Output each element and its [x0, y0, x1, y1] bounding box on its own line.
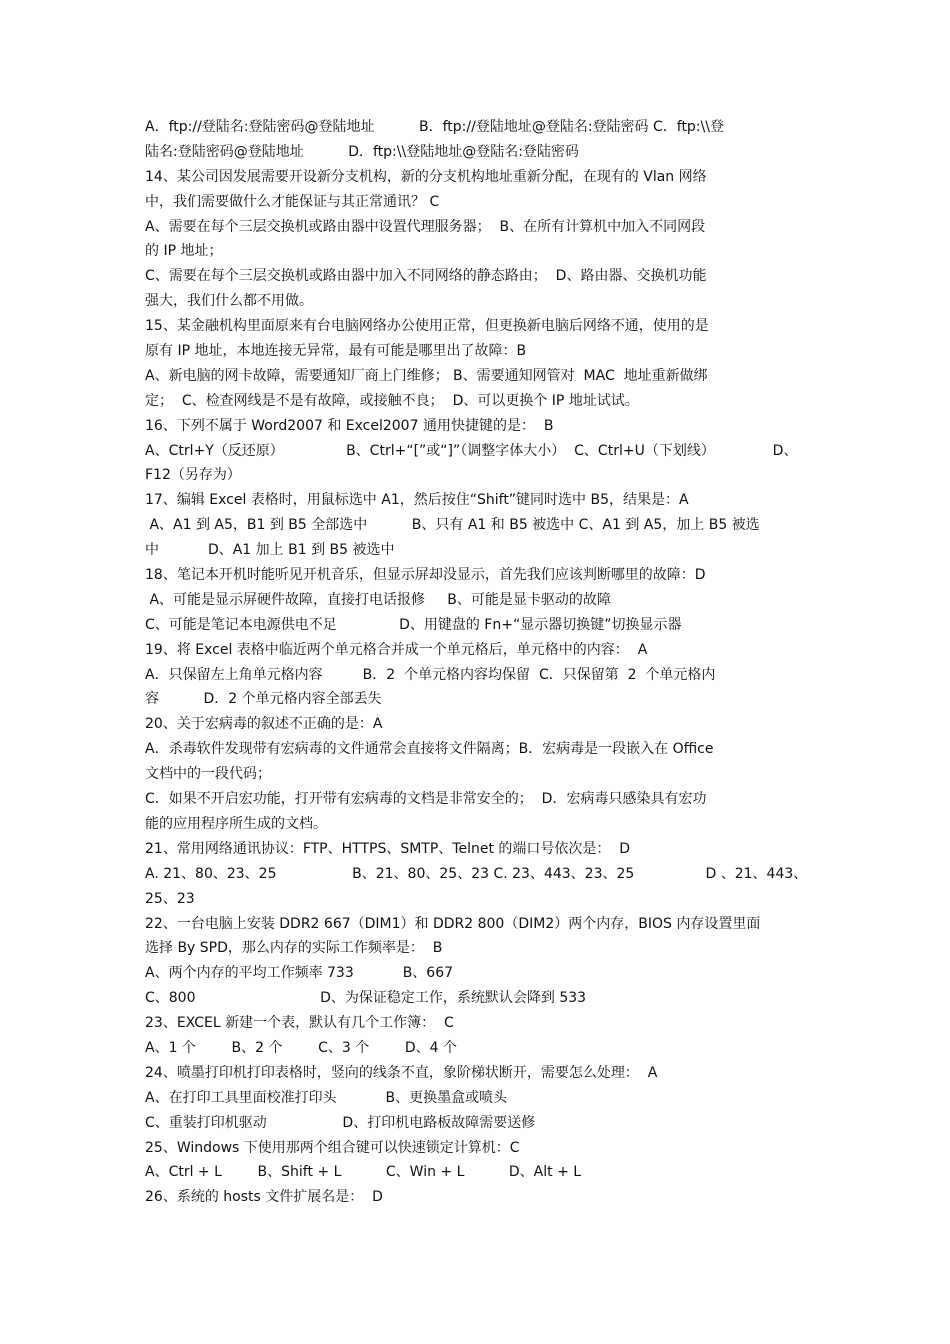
text-line: 中，我们需要做什么才能保证与其正常通讯？ C [145, 193, 440, 210]
text-line: 19、将 Excel 表格中临近两个单元格合并成一个单元格后，单元格中的内容： A [145, 641, 648, 658]
text-line: 强大，我们什么都不用做。 [145, 293, 313, 310]
text-line: 15、某金融机构里面原来有台电脑网络办公使用正常，但更换新电脑后网络不通，使用的是 [145, 318, 709, 335]
text-line: 25、Windows 下使用那两个组合键可以快速锁定计算机：C [145, 1139, 520, 1156]
text-line: 选择 By SPD，那么内存的实际工作频率是： B [145, 940, 443, 957]
text-line: 14、某公司因发展需要开设新分支机构，新的分支机构地址重新分配，在现有的 Vlan 网络 [145, 168, 707, 185]
text-line: 18、笔记本开机时能听见开机音乐，但显示屏却没显示，首先我们应该判断哪里的故障：D [145, 567, 706, 584]
text-line: 的 IP 地址； [145, 243, 223, 260]
text-line: A、Ctrl + L B、Shift + L C、Win + L D、Alt + L [145, 1164, 582, 1181]
text-line: 原有 IP 地址，本地连接无异常，最有可能是哪里出了故障：B [145, 343, 527, 360]
text-line: 20、关于宏病毒的叙述不正确的是：A [145, 716, 383, 733]
text-line: 22、一台电脑上安装 DDR2 667（DIM1）和 DDR2 800（DIM2）两个内存，BIOS 内存设置里面 [145, 915, 761, 932]
text-line: A、需要在每个三层交换机或路由器中设置代理服务器； B、在所有计算机中加入不同网段 [145, 218, 706, 235]
text-line: 26、系统的 hosts 文件扩展名是： D [145, 1189, 383, 1206]
text-line: A．杀毒软件发现带有宏病毒的文件通常会直接将文件隔离；B．宏病毒是一段嵌入在 Office [145, 741, 714, 758]
text-line: F12（另存为） [145, 467, 241, 484]
text-line: A、在打印工具里面校准打印头 B、更换墨盒或喷头 [145, 1089, 508, 1106]
text-line: A．只保留左上角单元格内容 B．2 个单元格内容均保留 C．只保留第 2 个单元格内 [145, 666, 716, 683]
text-line: A、可能是显示屏硬件故障，直接打电话报修 B、可能是显卡驱动的故障 [145, 591, 611, 608]
text-line: C．如果不开启宏功能，打开带有宏病毒的文档是非常安全的； D．宏病毒只感染具有宏功 [145, 791, 707, 808]
text-line: A．ftp://登陆名:登陆密码@登陆地址 B．ftp://登陆地址@登陆名:登陆密码 C．ftp:\\登 [145, 119, 724, 135]
text-line: A、1 个 B、2 个 C、3 个 D、4 个 [145, 1039, 457, 1056]
text-line: 17、编辑 Excel 表格时，用鼠标选中 A1，然后按住“Shift”键同时选中 B5，结果是：A [145, 492, 689, 509]
text-line: 文档中的一段代码； [145, 766, 271, 783]
text-line: A. 21、80、23、25 B、21、80、25、23 C. 23、443、23、25 D 、21、443、 [145, 865, 808, 882]
text-line: 定； C、检查网线是不是有故障，或接触不良； D、可以更换个 IP 地址试试。 [145, 392, 639, 409]
text-line: A、Ctrl+Y（反还原） B、Ctrl+“[”或“]”（调整字体大小） C、Ctrl+U（下划线） D、 [145, 442, 798, 459]
text-line: 24、喷墨打印机打印表格时，竖向的线条不直，象阶梯状断开，需要怎么处理： A [145, 1064, 658, 1081]
text-line: C、重装打印机驱动 D、打印机电路板故障需要送修 [145, 1114, 536, 1131]
text-line: C、需要在每个三层交换机或路由器中加入不同网络的静态路由； D、路由器、交换机功能 [145, 268, 707, 285]
text-line: 陆名:登陆密码@登陆地址 D．ftp:\\登陆地址@登陆名:登陆密码 [145, 143, 579, 160]
text-line: 容 D．2 个单元格内容全部丢失 [145, 691, 382, 708]
text-line: A、A1 到 A5，B1 到 B5 全部选中 B、只有 A1 和 B5 被选中 C、A1 到 A5，加上 B5 被选 [145, 517, 760, 534]
text-line: 25、23 [145, 890, 195, 907]
text-line: A、新电脑的网卡故障，需要通知厂商上门维修； B、需要通知网管对 MAC 地址重新做绑 [145, 367, 708, 384]
text-line: 21、常用网络通讯协议：FTP、HTTPS、SMTP、Telnet 的端口号依次是： D [145, 840, 631, 857]
document-page [145, 115, 810, 1210]
text-line: 能的应用程序所生成的文档。 [145, 815, 327, 832]
text-line: 中 D、A1 加上 B1 到 B5 被选中 [145, 542, 395, 559]
text-line: 23、EXCEL 新建一个表，默认有几个工作簿： C [145, 1015, 454, 1032]
text-line: C、800 D、为保证稳定工作，系统默认会降到 533 [145, 990, 587, 1007]
text-line: C、可能是笔记本电源供电不足 D、用键盘的 Fn+“显示器切换键”切换显示器 [145, 616, 682, 633]
text-line: 16、下列不属于 Word2007 和 Excel2007 通用快捷键的是： B [145, 417, 554, 434]
text-line: A、两个内存的平均工作频率 733 B、667 [145, 965, 454, 982]
